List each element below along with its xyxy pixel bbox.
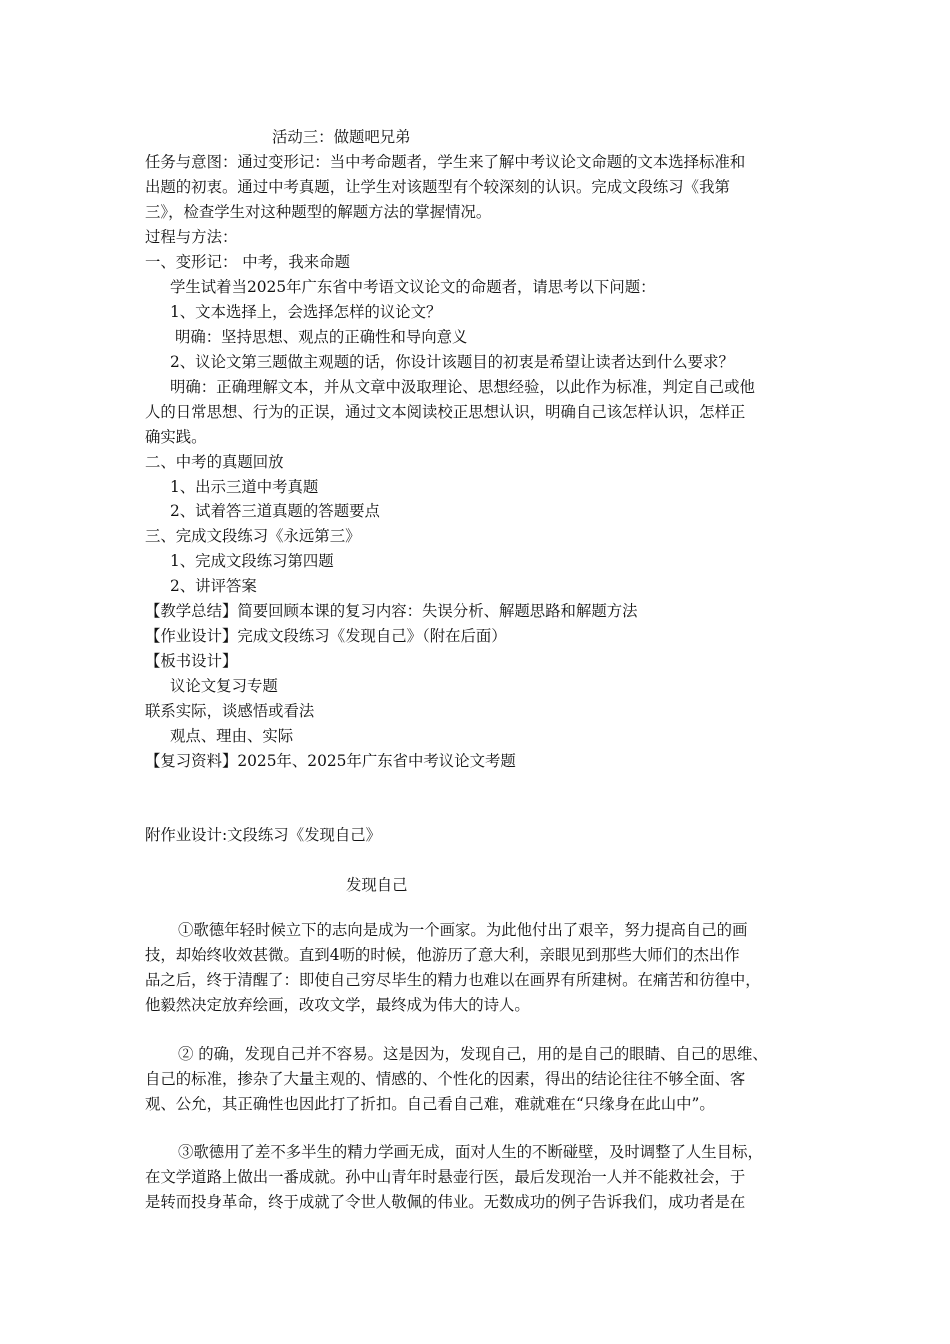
board-line-2: 联系实际，谈感悟或看法 <box>145 702 315 720</box>
section-1-answer-1: 明确：坚持思想、观点的正确性和导向意义 <box>175 328 468 346</box>
paragraph-1-line-1: ①歌德年轻时候立下的志向是成为一个画家。为此他付出了艰辛，努力提高自己的画 <box>178 921 748 939</box>
task-line-1: 任务与意图：通过变形记：当中考命题者，学生来了解中考议论文命题的文本选择标准和 <box>145 153 746 171</box>
paragraph-2-line-1: ② 的确，发现自己并不容易。这是因为，发现自己，用的是自己的眼睛、自己的思维、 <box>178 1045 768 1063</box>
section-1-answer-2-line-2: 人的日常思想、行为的正误，通过文本阅读校正思想认识，明确自己该怎样认识，怎样正 <box>145 403 746 421</box>
section-1-answer-2-line-3: 确实践。 <box>145 428 207 446</box>
essay-title: 发现自己 <box>346 876 408 894</box>
board-line-1: 议论文复习专题 <box>170 677 278 695</box>
section-2-title: 二、中考的真题回放 <box>145 453 284 471</box>
paragraph-3-line-1: ③歌德用了差不多半生的精力学画无成，面对人生的不断碰壁，及时调整了人生目标， <box>178 1143 763 1161</box>
paragraph-1-line-3: 品之后，终于清醒了：即使自己穷尽毕生的精力也难以在画界有所建树。在痛苦和彷徨中， <box>145 971 761 989</box>
process-label: 过程与方法： <box>145 228 238 246</box>
task-line-2: 出题的初衷。通过中考真题，让学生对该题型有个较深刻的认识。完成文段练习《我第 <box>145 178 730 196</box>
homework-design: 【作业设计】完成文段练习《发现自己》（附在后面） <box>145 627 507 645</box>
paragraph-2-line-2: 自己的标准，掺杂了大量主观的、情感的、个性化的因素，得出的结论往往不够全面、客 <box>145 1070 746 1088</box>
paragraph-3-line-2: 在文学道路上做出一番成就。孙中山青年时悬壶行医，最后发现治一人并不能救社会，于 <box>145 1168 746 1186</box>
paragraph-3-line-3: 是转而投身革命，终于成就了令世人敬佩的伟业。无数成功的例子告诉我们，成功者是在 <box>145 1193 746 1211</box>
section-2-item-2: 2、试着答三道真题的答题要点 <box>170 502 380 520</box>
task-line-3: 三》，检查学生对这种题型的解题方法的掌握情况。 <box>145 203 492 221</box>
paragraph-1-line-4: 他毅然决定放弃绘画，改攻文学，最终成为伟大的诗人。 <box>145 996 530 1014</box>
section-2-item-1: 1、出示三道中考真题 <box>170 478 319 496</box>
appendix-label: 附作业设计:文段练习《发现自己》 <box>145 826 382 844</box>
section-1-intro: 学生试着当2025年广东省中考语文议论文的命题者，请思考以下问题： <box>170 278 656 296</box>
board-design-label: 【板书设计】 <box>145 652 238 670</box>
section-3-title: 三、完成文段练习《永远第三》 <box>145 527 361 545</box>
teaching-summary: 【教学总结】简要回顾本课的复习内容：失误分析、解题思路和解题方法 <box>145 602 638 620</box>
paragraph-1-line-2: 技，却始终收效甚微。直到4呖的时候，他游历了意大利，亲眼见到那些大师们的杰出作 <box>145 946 740 964</box>
section-1-answer-2-line-1: 明确：正确理解文本，并从文章中汲取理论、思想经验，以此作为标准，判定自己或他 <box>170 378 755 396</box>
section-3-item-2: 2、讲评答案 <box>170 577 257 595</box>
board-line-3: 观点、理由、实际 <box>170 727 294 745</box>
section-3-item-1: 1、完成文段练习第四题 <box>170 552 334 570</box>
section-1-question-1: 1、文本选择上，会选择怎样的议论文？ <box>170 303 442 321</box>
section-1-title: 一、变形记： 中考，我来命题 <box>145 253 350 271</box>
activity-title: 活动三：做题吧兄弟 <box>272 128 411 146</box>
section-1-question-2: 2、议论文第三题做主观题的话，你设计该题目的初衷是希望让读者达到什么要求？ <box>170 353 734 371</box>
paragraph-2-line-3: 观、公允，其正确性也因此打了折扣。自己看自己难，难就难在“只缘身在此山中”。 <box>145 1095 715 1113</box>
review-materials: 【复习资料】2025年、2025年广东省中考议论文考题 <box>145 752 516 770</box>
